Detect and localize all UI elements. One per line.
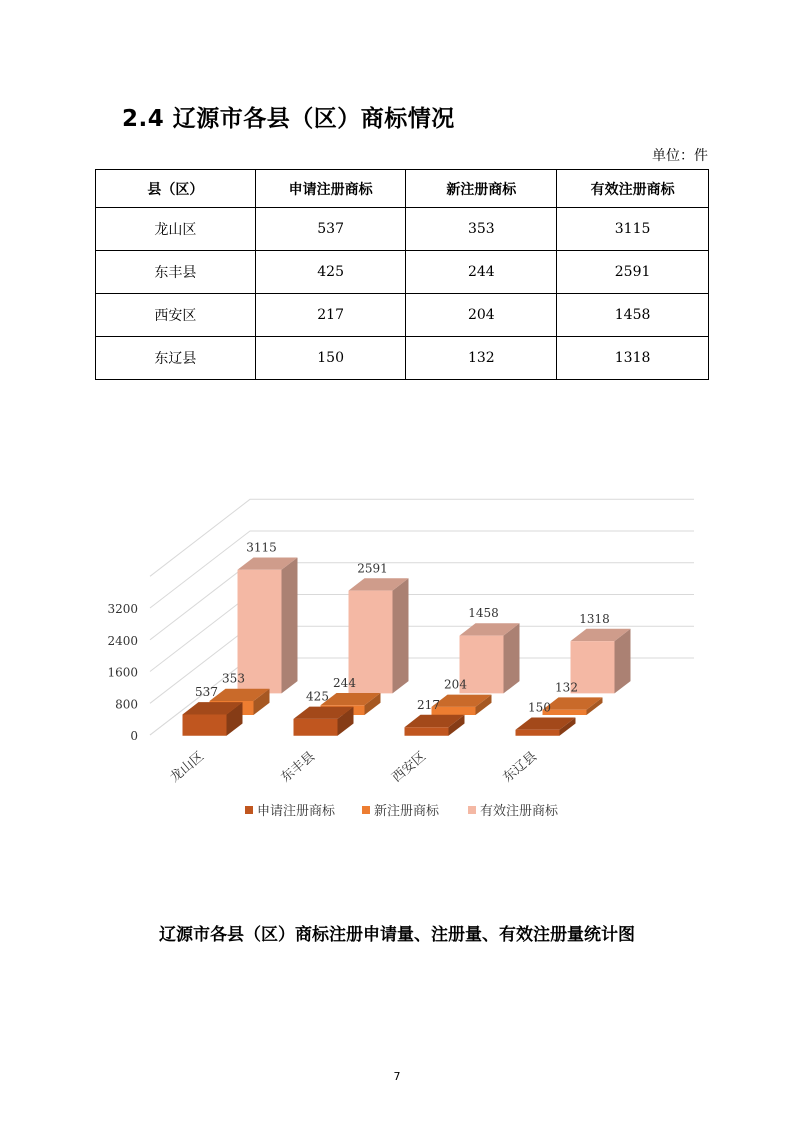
cell-county: 东辽县: [96, 337, 256, 380]
data-label: 425: [306, 689, 329, 704]
page-number: 7: [393, 1070, 401, 1083]
data-label: 244: [333, 675, 356, 690]
gridline: [150, 499, 694, 576]
data-label: 204: [444, 677, 467, 692]
header-applied: 申请注册商标: [255, 170, 406, 208]
cell-new: 244: [406, 251, 557, 294]
section-heading: 2.4 辽源市各县（区）商标情况: [122, 106, 455, 132]
header-valid: 有效注册商标: [557, 170, 709, 208]
x-category-label: 东丰县: [278, 749, 319, 786]
y-tick-label: 2400: [107, 633, 138, 648]
legend-label: 申请注册商标: [257, 804, 336, 819]
cell-county: 西安区: [96, 294, 256, 337]
cell-valid: 2591: [557, 251, 709, 294]
legend-swatch: [362, 806, 370, 814]
cell-valid: 1458: [557, 294, 709, 337]
cell-valid: 1318: [557, 337, 709, 380]
y-tick-label: 3200: [107, 602, 138, 616]
x-category-label: 龙山区: [167, 749, 208, 786]
gridline: [150, 531, 694, 608]
unit-label: 单位：件: [652, 148, 708, 164]
legend-swatch: [245, 806, 253, 814]
bar-front: [294, 719, 338, 736]
x-category-label: 西安区: [389, 749, 430, 786]
cell-county: 龙山区: [96, 208, 256, 251]
data-label: 1458: [468, 606, 499, 621]
cell-new: 204: [406, 294, 557, 337]
cell-new: 132: [406, 337, 557, 380]
cell-valid: 3115: [557, 208, 709, 251]
chart-caption: 辽源市各县（区）商标注册申请量、注册量、有效注册量统计图: [159, 925, 635, 945]
data-label: 217: [417, 697, 440, 712]
data-label: 353: [222, 671, 245, 686]
gridline: [150, 563, 694, 640]
data-label: 150: [528, 700, 551, 715]
bar-front: [183, 715, 227, 736]
data-label: 537: [195, 685, 218, 700]
cell-county: 东丰县: [96, 251, 256, 294]
bar-front: [405, 727, 449, 736]
cell-applied: 150: [255, 337, 406, 380]
legend-swatch: [468, 806, 476, 814]
cell-applied: 217: [255, 294, 406, 337]
y-tick-label: 800: [115, 697, 138, 712]
data-label: 2591: [357, 561, 388, 576]
bar-side: [282, 558, 298, 694]
cell-new: 353: [406, 208, 557, 251]
data-label: 132: [555, 680, 578, 695]
x-category-label: 东辽县: [500, 749, 541, 786]
y-tick-label: 1600: [107, 665, 138, 680]
bar-side: [393, 578, 409, 693]
y-tick-label: 0: [130, 729, 138, 743]
legend-label: 有效注册商标: [480, 804, 559, 819]
data-label: 3115: [246, 540, 277, 555]
cell-applied: 537: [255, 208, 406, 251]
bar-front: [516, 730, 560, 736]
legend-label: 新注册商标: [374, 804, 440, 819]
header-new: 新注册商标: [406, 170, 557, 208]
data-label: 1318: [579, 611, 610, 626]
cell-applied: 425: [255, 251, 406, 294]
header-county: 县（区）: [96, 170, 256, 208]
